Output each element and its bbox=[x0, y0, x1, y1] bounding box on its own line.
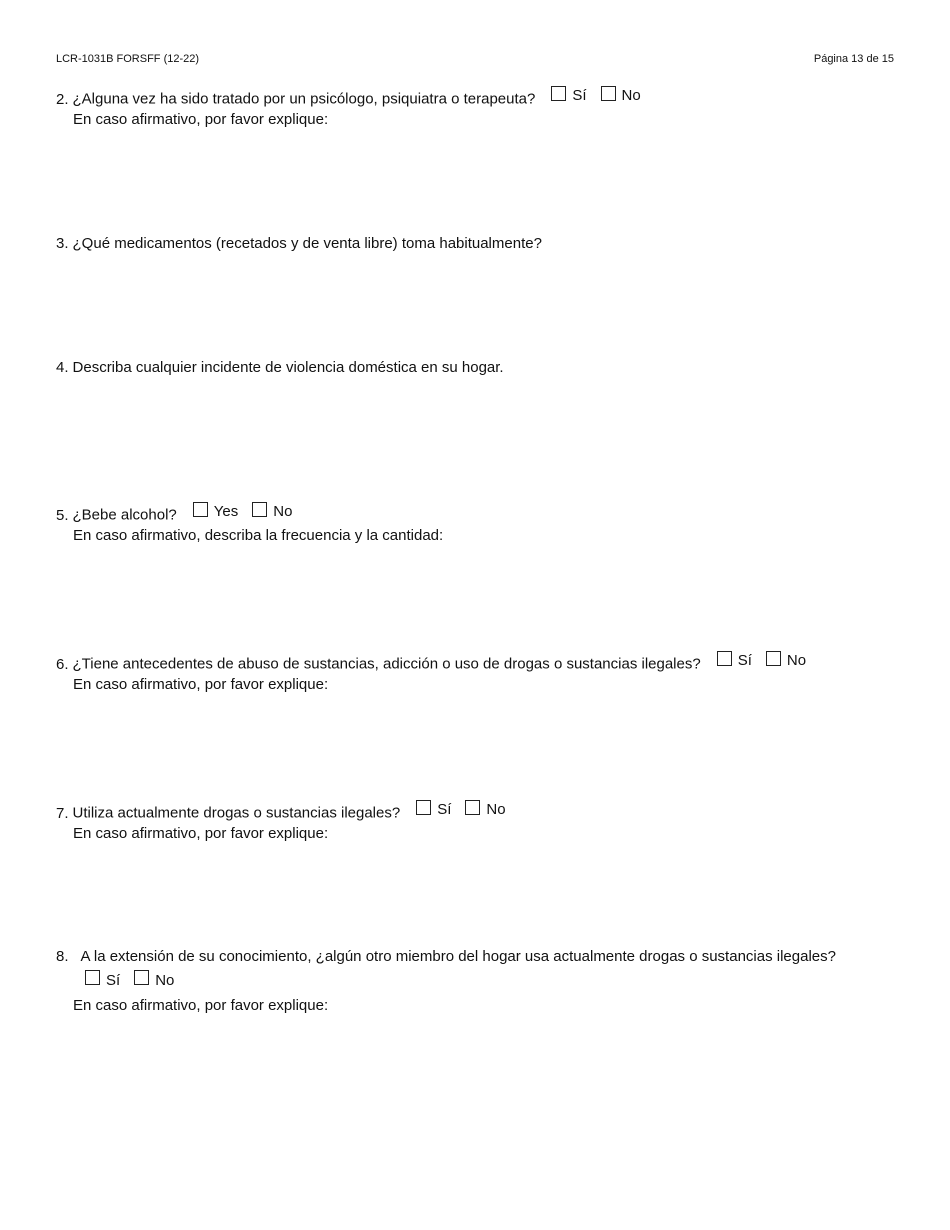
form-id: LCR-1031B FORSFF (12-22) bbox=[56, 53, 200, 65]
question-text: ¿Qué medicamentos (recetados y de venta libre) toma habitualmente? bbox=[72, 235, 542, 252]
checkbox[interactable] bbox=[416, 800, 431, 815]
question-5-followup: En caso afirmativo, describa la frecuencia y la cantidad: bbox=[73, 527, 444, 544]
question-3 bbox=[56, 235, 542, 253]
option-label: Sí bbox=[437, 801, 452, 818]
option-no[interactable] bbox=[601, 87, 641, 105]
question-4 bbox=[56, 359, 504, 377]
question-number: 2. bbox=[56, 90, 69, 108]
checkbox[interactable] bbox=[465, 800, 480, 815]
checkbox[interactable] bbox=[601, 86, 616, 101]
question-8 bbox=[56, 948, 836, 966]
option-label: Sí bbox=[106, 972, 121, 989]
option-label: No bbox=[786, 652, 807, 669]
checkbox[interactable] bbox=[766, 651, 781, 666]
option-yes[interactable] bbox=[193, 503, 238, 521]
option-si[interactable] bbox=[85, 972, 120, 989]
option-label: No bbox=[273, 503, 293, 520]
checkbox[interactable] bbox=[85, 970, 100, 985]
question-number: 5. bbox=[56, 506, 69, 524]
option-no[interactable] bbox=[252, 503, 292, 521]
option-label: Sí bbox=[737, 652, 752, 669]
question-number: 7. bbox=[56, 804, 69, 822]
question-5 bbox=[56, 503, 292, 525]
question-text: ¿Tiene antecedentes de abuso de sustancias, adicción o uso de drogas o sustancias ilegales? bbox=[72, 655, 701, 673]
option-si[interactable] bbox=[551, 87, 586, 105]
question-6 bbox=[56, 652, 806, 674]
question-2 bbox=[56, 87, 641, 109]
question-2-followup: En caso afirmativo, por favor explique: bbox=[73, 111, 329, 128]
question-text: ¿Alguna vez ha sido tratado por un psicólogo, psiquiatra o terapeuta? bbox=[72, 90, 536, 108]
option-label: Yes bbox=[213, 503, 239, 520]
question-8-followup: En caso afirmativo, por favor explique: bbox=[73, 997, 329, 1014]
answer-options bbox=[193, 503, 293, 521]
checkbox[interactable] bbox=[252, 502, 267, 517]
question-number: 4. bbox=[56, 359, 69, 376]
checkbox[interactable] bbox=[134, 970, 149, 985]
option-label: No bbox=[155, 972, 175, 989]
checkbox[interactable] bbox=[551, 86, 566, 101]
question-text: A la extensión de su conocimiento, ¿algún otro miembro del hogar usa actualmente drogas o sustancias ilegales? bbox=[80, 948, 836, 965]
answer-options bbox=[85, 972, 174, 989]
checkbox[interactable] bbox=[717, 651, 732, 666]
answer-options bbox=[551, 87, 640, 105]
question-7-followup: En caso afirmativo, por favor explique: bbox=[73, 825, 329, 842]
option-no[interactable] bbox=[465, 801, 505, 819]
option-label: No bbox=[486, 801, 506, 818]
page-number: Página 13 de 15 bbox=[813, 53, 894, 65]
option-label: No bbox=[621, 87, 641, 104]
answer-options bbox=[416, 801, 505, 819]
question-text: ¿Bebe alcohol? bbox=[72, 506, 177, 524]
question-number: 3. bbox=[56, 235, 69, 252]
option-si[interactable] bbox=[717, 652, 752, 670]
checkbox[interactable] bbox=[193, 502, 208, 517]
option-no[interactable] bbox=[766, 652, 806, 670]
option-si[interactable] bbox=[416, 801, 451, 819]
option-label: Sí bbox=[572, 87, 587, 104]
answer-options bbox=[717, 652, 806, 670]
option-no[interactable] bbox=[134, 972, 174, 989]
question-number: 6. bbox=[56, 655, 69, 673]
question-6-followup: En caso afirmativo, por favor explique: bbox=[73, 676, 329, 693]
question-7 bbox=[56, 801, 506, 823]
question-text: Utiliza actualmente drogas o sustancias ilegales? bbox=[72, 804, 401, 822]
question-text: Describa cualquier incidente de violencia doméstica en su hogar. bbox=[72, 359, 504, 376]
question-number: 8. bbox=[56, 948, 69, 965]
